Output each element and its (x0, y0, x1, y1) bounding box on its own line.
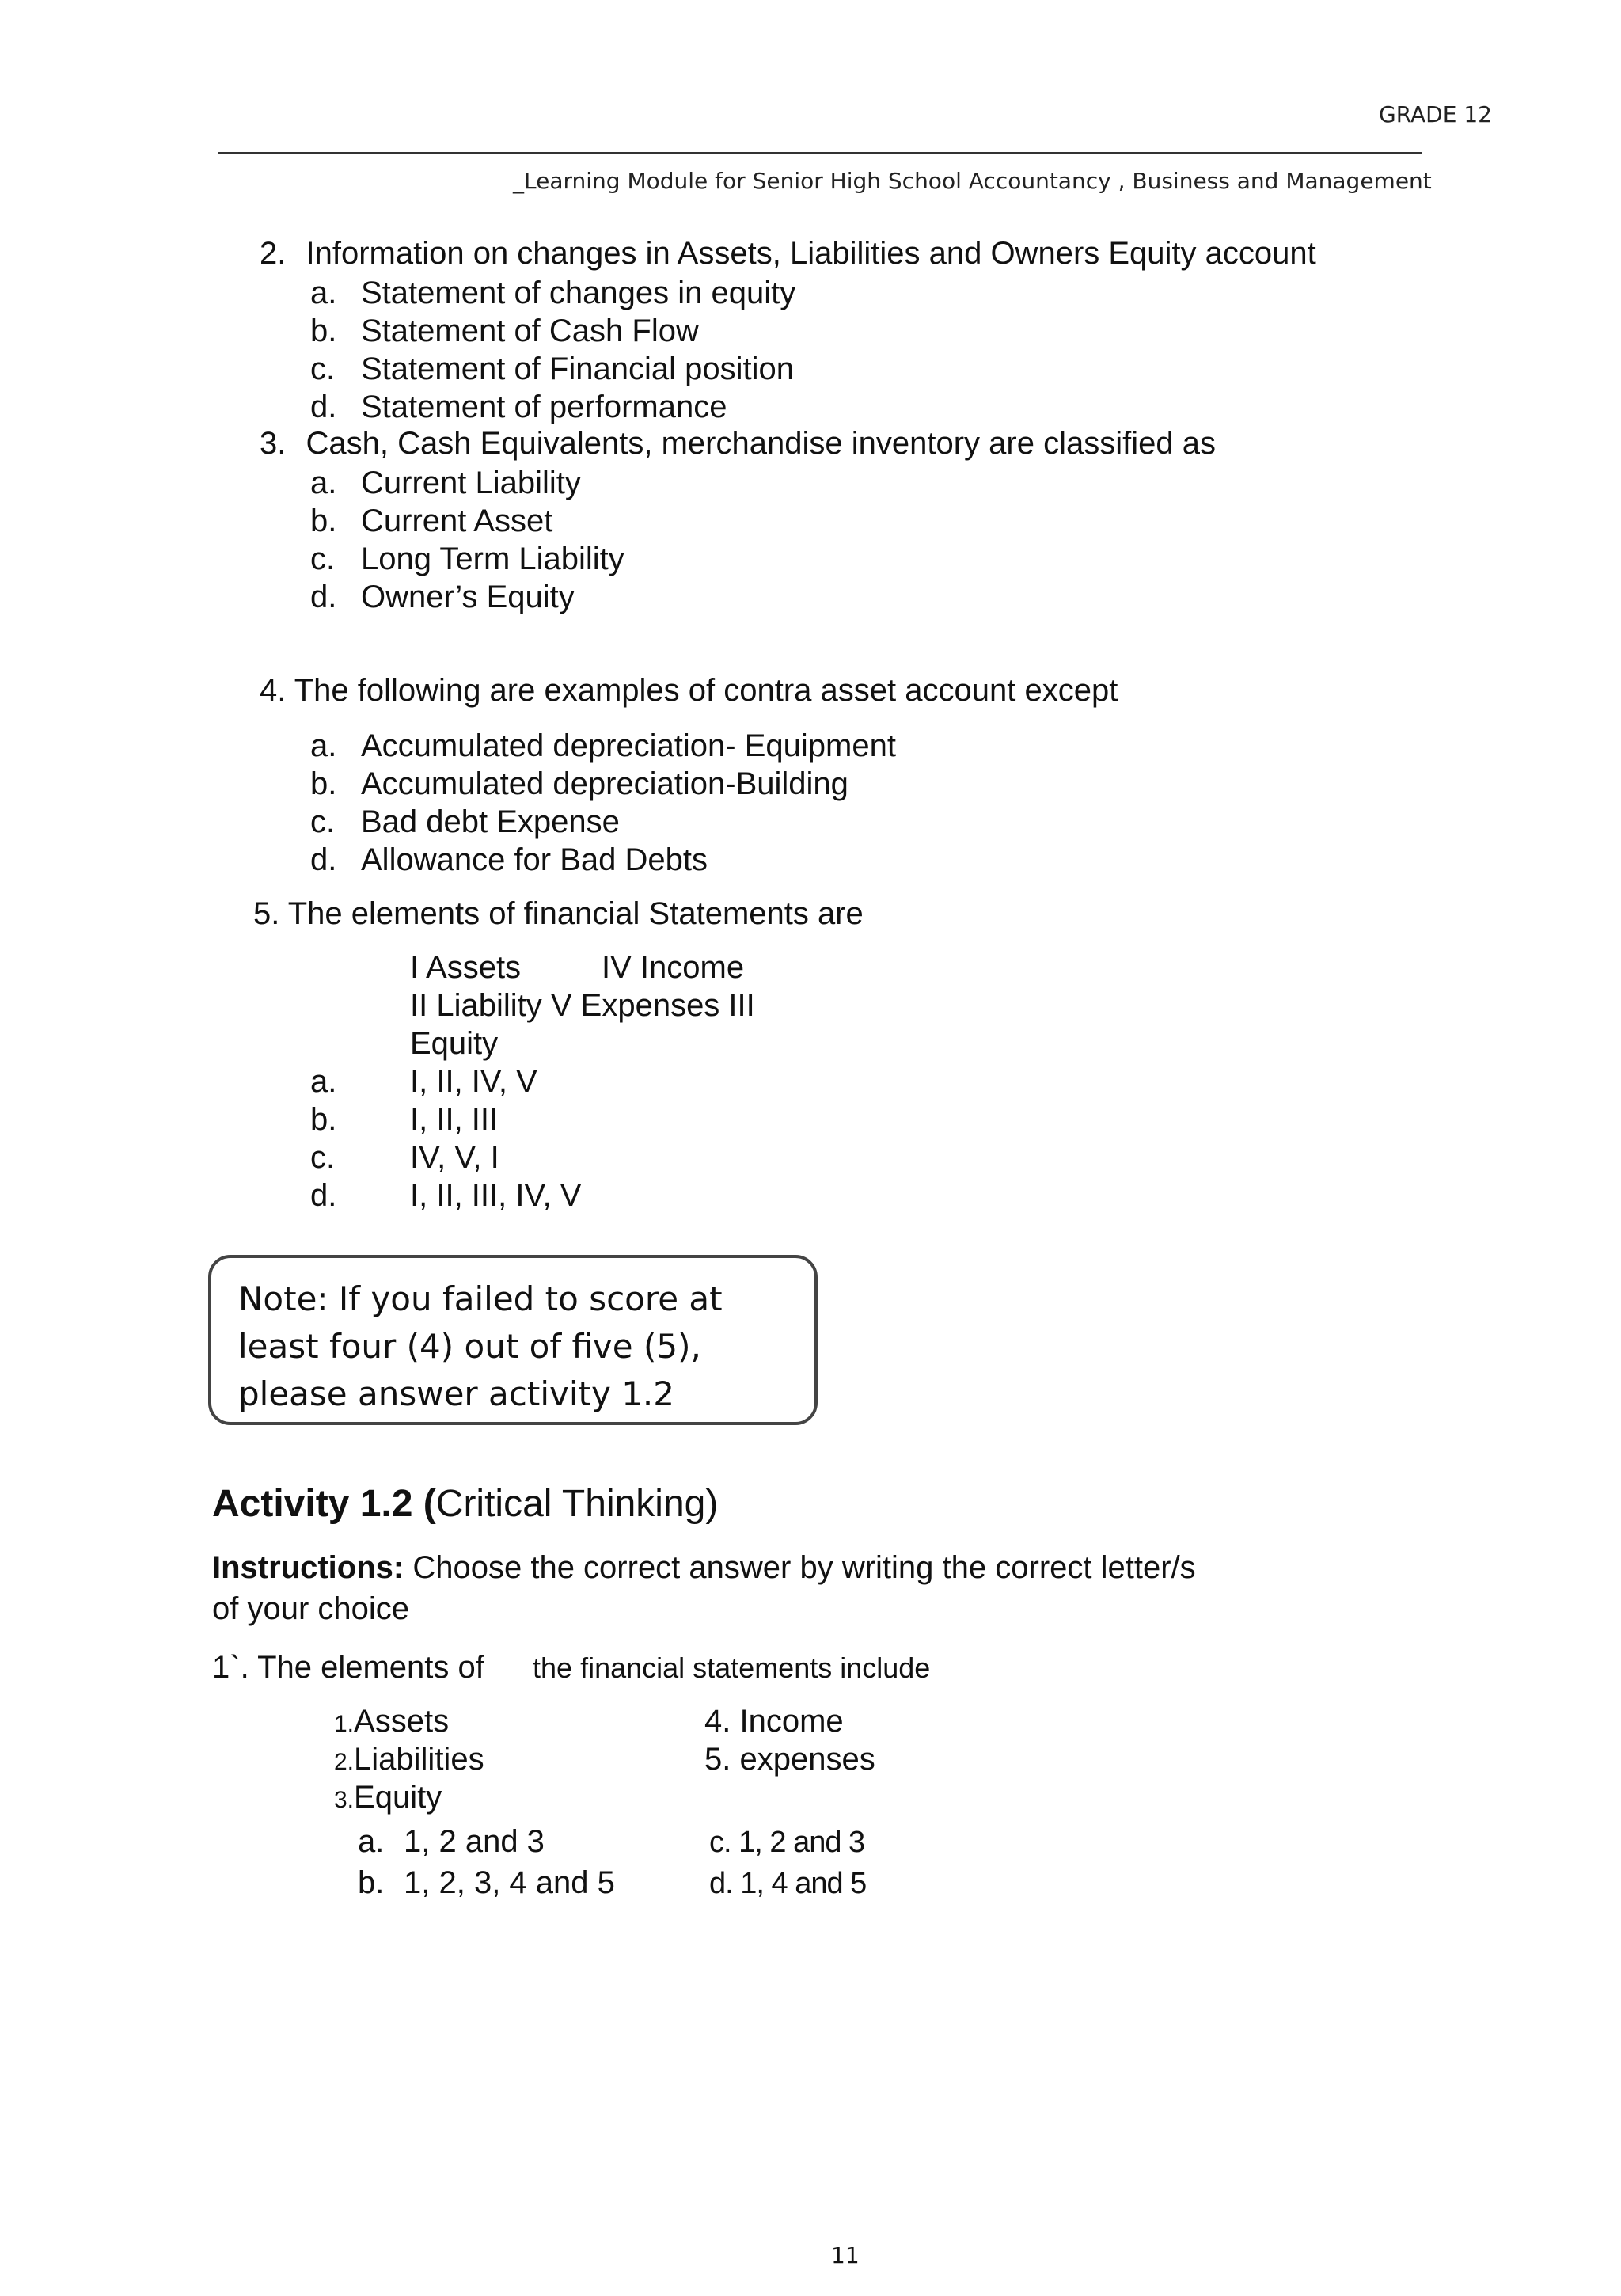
q5-option-a: a. I, II, IV, V (310, 1064, 537, 1099)
question-5: 5. The elements of financial Statements are (253, 896, 864, 931)
instructions-line2: of your choice (212, 1591, 410, 1626)
question-2 (260, 236, 1316, 272)
q2-option-b: b. Statement of Cash Flow (310, 314, 699, 348)
activity-choice-b: b. 1, 2, 3, 4 and 5 (358, 1865, 615, 1900)
q3-option-a: a. Current Liability (310, 466, 581, 500)
activity-item-liabilities: 2.Liabilities (334, 1742, 484, 1777)
q5-option-b: b. I, II, III (310, 1102, 499, 1137)
note-box (208, 1255, 818, 1425)
question-number: 2. (260, 236, 287, 271)
activity-question-1: 1`. The elements of the financial statements include (212, 1650, 931, 1685)
question-number: 3. (260, 426, 287, 461)
header-rule (218, 152, 1422, 154)
q5-option-c: c. IV, V, I (310, 1140, 499, 1175)
note-text: Note: If you failed to score at least four (4) out of five (5), please answer activity 1.2 (238, 1279, 723, 1413)
q3-option-d: d. Owner’s Equity (310, 580, 575, 614)
activity-choice-d: d. 1, 4 and 5 (709, 1867, 867, 1900)
q4-option-c: c. Bad debt Expense (310, 804, 620, 839)
activity-choice-a: a. 1, 2 and 3 (358, 1824, 545, 1859)
question-text: Information on changes in Assets, Liabilities and Owners Equity account (306, 236, 1316, 271)
instructions-label: Instructions: (212, 1550, 404, 1585)
page-number: 11 (831, 2242, 860, 2268)
q4-option-d: d. Allowance for Bad Debts (310, 842, 708, 877)
question-4: 4. The following are examples of contra asset account except (260, 673, 1118, 708)
activity-choice-c: c. 1, 2 and 3 (709, 1826, 865, 1859)
q5-list-line2: II Liability V Expenses III (410, 988, 755, 1023)
activity-item-assets: 1.Assets (334, 1704, 450, 1739)
question-3 (260, 426, 1216, 462)
activity-title: Activity 1.2 (Critical Thinking) (212, 1483, 719, 1525)
q3-option-b: b. Current Asset (310, 504, 553, 538)
activity-item-expenses: 5. expenses (704, 1742, 875, 1777)
q5-list-assets: I Assets (410, 950, 522, 985)
q5-list-income: IV Income (602, 950, 745, 985)
q4-option-b: b. Accumulated depreciation-Building (310, 766, 848, 801)
q2-option-a: a. Statement of changes in equity (310, 276, 796, 310)
grade-label: GRADE 12 (1379, 101, 1492, 127)
q4-option-a: a. Accumulated depreciation- Equipment (310, 728, 896, 763)
q3-option-c: c. Long Term Liability (310, 542, 624, 576)
activity-item-equity: 3.Equity (334, 1780, 442, 1815)
q2-option-d: d. Statement of performance (310, 390, 727, 424)
question-text: Cash, Cash Equivalents, merchandise inventory are classified as (306, 426, 1216, 461)
module-title: _Learning Module for Senior High School Accountancy , Business and Management (513, 168, 1432, 194)
q5-list-line3: Equity (410, 1026, 499, 1061)
q2-option-c: c. Statement of Financial position (310, 352, 794, 386)
instructions: Instructions: Choose the correct answer by writing the correct letter/s (212, 1550, 1196, 1585)
q5-option-d: d. I, II, III, IV, V (310, 1178, 582, 1213)
activity-item-income: 4. Income (704, 1704, 844, 1739)
